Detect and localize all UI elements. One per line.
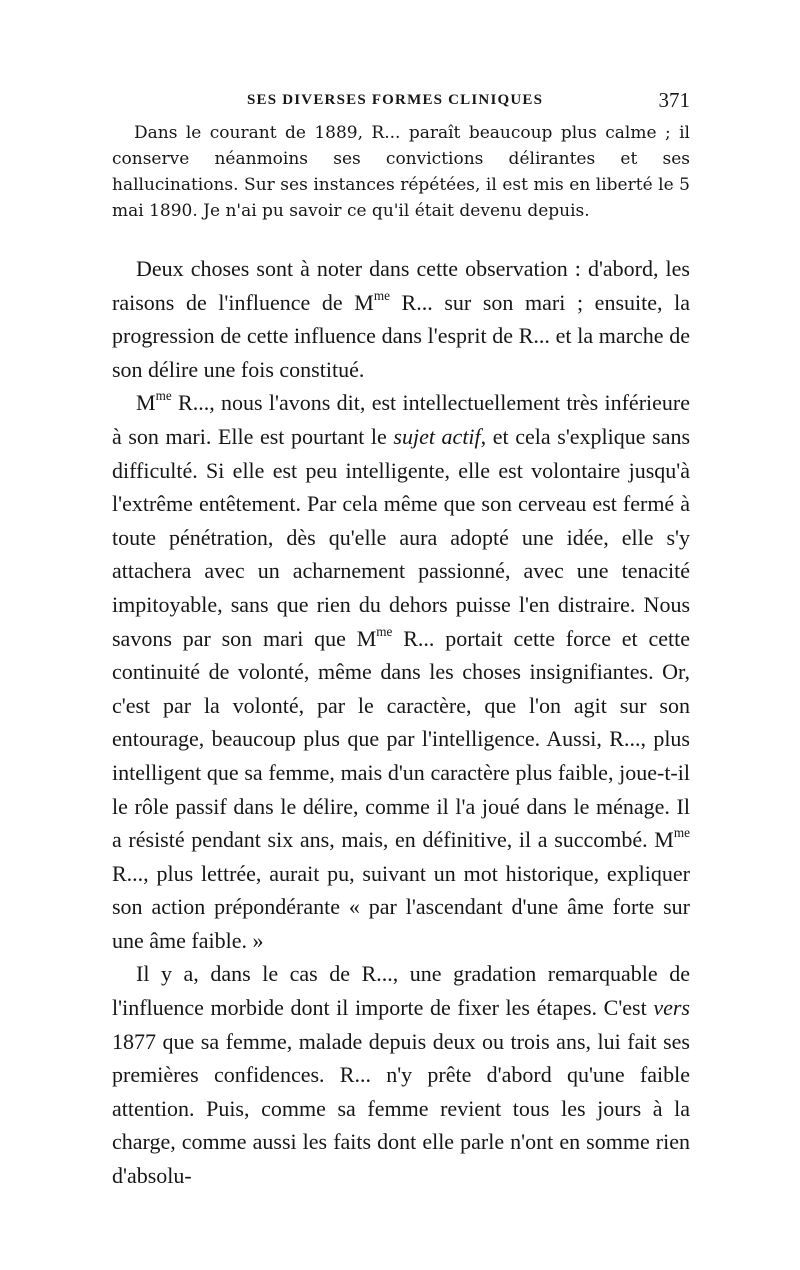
- text-run: Deux choses sont à noter dans cette observation : d'abord, les raisons de l'influence de M: [112, 256, 690, 315]
- superscript-me: me: [155, 388, 172, 404]
- running-title: SES DIVERSES FORMES CLINIQUES: [247, 92, 544, 108]
- text-run: R..., plus lettrée, aurait pu, suivant un mot historique, expliquer son action prépondérante « par l'ascendant d'une âme forte sur une âme faible. »: [112, 860, 690, 953]
- text-run: 1877 que sa femme, malade depuis deux ou trois ans, lui fait ses premières confidences. R... n'y prête d'abord qu'une faible attention. Puis, comme sa femme revient tous les jours à la charge, comme aussi les faits dont elle parle n'ont en somme rien d'absolu-: [112, 1028, 690, 1189]
- case-conclusion-paragraph: Dans le courant de 1889, R... paraît beaucoup plus calme ; il conserve néanmoins ses convictions délirantes et ses hallucinations. Sur ses instances répétées, il est mis en liberté le 5 mai 1890. Je n'ai pu savoir ce qu'il était devenu depuis.: [112, 123, 690, 221]
- text-run: R... portait cette force et cette continuité de volonté, même dans les choses insignifiantes. Or, c'est par la volonté, par le caractère, que l'on agit sur son entourage, beaucoup plus que par l'intelligence. Aussi, R..., plus intelligent que sa femme, mais d'un caractère plus faible, joue-t-il le rôle passif dans le délire, comme il l'a joué dans le ménage. Il a résisté pendant six ans, mais, en définitive, il a succombé. M: [112, 625, 690, 853]
- text-run: M: [136, 390, 156, 416]
- book-page: [112, 88, 690, 1193]
- section-gap: [112, 224, 690, 252]
- text-run: Il y a, dans le cas de R..., une gradation remarquable de l'influence morbide dont il importe de fixer les étapes. C'est: [112, 961, 690, 1021]
- superscript-me: me: [376, 623, 393, 639]
- text-run: R... sur son mari ; ensuite, la progression de cette influence dans l'esprit de R... et la marche de son délire une fois constitué.: [112, 289, 690, 382]
- page-number: 371: [658, 88, 690, 112]
- superscript-me: me: [673, 825, 690, 841]
- analysis-paragraph-3: [112, 957, 690, 1192]
- italic-term: sujet actif: [393, 423, 481, 449]
- text-run: , et cela s'explique sans difficulté. Si elle est peu intelligente, elle est volontaire jusqu'à l'extrême entêtement. Par cela même que son cerveau est fermé à toute pénétration, dès qu'elle aura adopté une idée, elle s'y attachera avec un acharnement passionné, avec une tenacité impitoyable, sans que rien du dehors puisse l'en distraire. Nous savons par son mari que M: [112, 423, 691, 651]
- analysis-paragraph-2: [112, 386, 690, 957]
- italic-term: vers: [653, 995, 690, 1021]
- analysis-paragraph-1: [112, 252, 690, 386]
- superscript-me: me: [373, 287, 390, 303]
- running-head: [112, 88, 690, 120]
- text-run: R..., nous l'avons dit, est intellectuellement très inférieure à son mari. Elle est pourtant le: [112, 390, 690, 449]
